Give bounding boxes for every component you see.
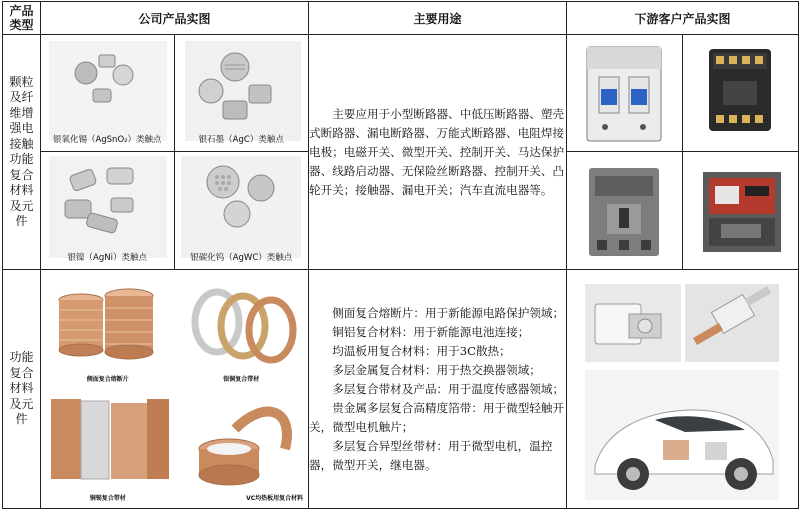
product-caption: 银石墨（AgC）类触点 [198,135,284,145]
product-type-cell [3,35,41,270]
usage-paragraph: 多层复合异型丝带材：用于微型电机，温控器，微型开关，继电器。 [309,438,553,472]
customer-image-cell [567,35,799,270]
product-type-line: 接触 [9,136,34,151]
header-main-usage: 主要用途 [309,2,567,35]
product-type-line: 件 [15,214,28,228]
header-row [3,2,799,35]
product-caption: 侧面复合熔断片 [86,376,129,383]
product-type-line: 功能 [9,152,34,166]
usage-paragraph: 主要应用于小型断路器、中低压断路器、塑壳式断路器、漏电断路器、万能式断路器、电阻焊接电极；电磁开关、微型开关、控制开关、马达保护器、线路启动器、无保险丝断路器、控制开关、凸轮开关；接触器、漏电开关；汽车直流电器等。 [309,106,565,197]
electric-car-image [585,370,779,500]
usage-paragraph: 多层金属复合材料：用于热交换器领域； [332,362,541,377]
product-type-line: 及纤 [9,90,34,104]
product-type-line: 及元 [9,198,34,213]
product-type-line: 维增 [9,105,34,120]
header-type-text: 产品 类型 [9,4,34,32]
product-type-line: 功能 [9,350,34,365]
company-image-cell [41,35,309,270]
product-type-line: 及元 [9,396,34,411]
product-caption: 银镍（AgNi）类触点 [67,253,147,263]
header-company-images: 公司产品实图 [41,2,309,35]
product-type-line: 复合 [9,365,34,380]
customer-image-cell [567,270,799,509]
fuse-assembly-image [585,284,681,362]
product-image-copper-tin [41,389,175,508]
product-table [2,1,799,509]
product-type-line: 颗粒 [9,74,34,89]
molded-case-breaker-image [567,152,683,269]
product-caption: 银铜复合带材 [223,376,260,383]
product-image-agwc [175,152,309,269]
product-type-line: 材料 [9,183,34,197]
product-image-agni [41,152,175,269]
product-image-agc [175,35,309,152]
header-customer-images: 下游客户产品实图 [567,2,799,35]
product-type-line: 强电 [9,121,34,135]
product-image-agsno2 [41,35,175,152]
product-type-line: 复合 [9,167,34,182]
table-row-contact-materials [3,35,799,270]
usage-cell [309,270,567,509]
circuit-breaker-image [567,35,683,152]
product-image-vc-composite [175,389,309,508]
product-type-line: 件 [15,412,28,427]
product-caption: 铜锡复合带材 [89,495,126,502]
product-type-line: 材料 [9,381,34,396]
usage-paragraph: 侧面复合熔断片：用于新能源电路保护领域； [332,305,565,320]
product-type-cell [3,270,41,509]
product-image-silver-copper [175,270,309,389]
header-product-type [3,2,41,35]
company-image-cell [41,270,309,509]
contactor-image [683,35,799,152]
table-row-functional-composites [3,270,799,509]
usage-paragraph: 均温板用复合材料：用于3C散热； [332,343,511,358]
usage-paragraph: 贵金属多层复合高精度箔带：用于微型轻触开关，微型电机触片； [309,400,565,434]
air-circuit-breaker-image [683,152,799,269]
product-caption: 银碳化钨（AgWC）类触点 [190,253,293,263]
usage-paragraph: 铜铝复合材料：用于新能源电池连接； [332,324,530,339]
product-image-side-fuse [41,270,175,389]
product-caption: 银氧化锡（AgSnO₂）类触点 [52,135,162,145]
usage-cell [309,35,567,270]
usage-paragraph: 多层复合带材及产品：用于温度传感器领域； [332,381,565,396]
product-caption: VC均热板用复合材料 [246,495,304,502]
fuse-link-image [685,284,779,362]
